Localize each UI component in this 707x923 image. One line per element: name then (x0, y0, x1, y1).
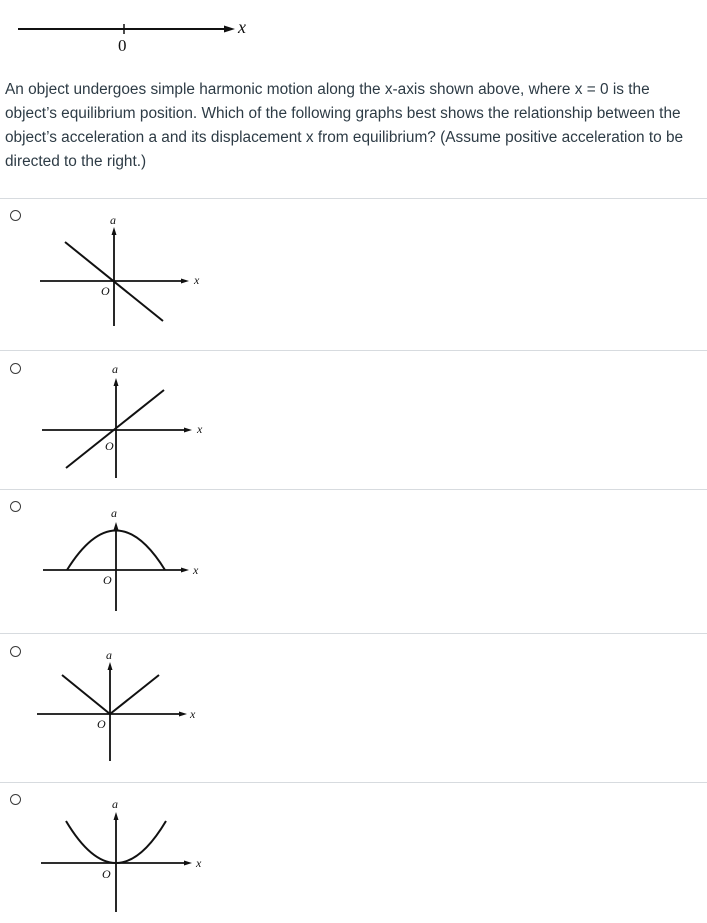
origin-label: O (105, 439, 114, 453)
radio-button-c[interactable] (10, 501, 21, 512)
answer-choice-d[interactable] (0, 634, 707, 782)
graph-choice-a (30, 204, 210, 334)
x-axis-arrowhead (181, 568, 189, 573)
graph-choice-b (30, 356, 210, 486)
radio-button-b[interactable] (10, 363, 21, 374)
a-axis-arrowhead (108, 662, 113, 670)
answer-choice-b[interactable] (0, 351, 707, 489)
x-axis-label: x (190, 707, 196, 721)
origin-label: 0 (118, 36, 127, 55)
radio-button-a[interactable] (10, 210, 21, 221)
origin-label: O (103, 573, 112, 587)
x-axis-arrowhead (181, 279, 189, 284)
a-axis-label: a (106, 648, 112, 662)
answer-choice-a[interactable] (0, 199, 707, 350)
number-line-figure (0, 0, 707, 70)
answer-choice-c[interactable] (0, 490, 707, 633)
a-axis-label: a (112, 797, 118, 811)
radio-button-d[interactable] (10, 646, 21, 657)
a-axis-label: a (110, 213, 116, 227)
curve-positive-linear (66, 390, 164, 468)
x-axis-arrowhead (184, 428, 192, 433)
x-axis-arrowhead (184, 861, 192, 866)
question-text: An object undergoes simple harmonic motion along the x-axis shown above, where x = 0 is the object’s equilibrium position. Which of the following graphs best shows the relationship between the object’s acceleration a and its displacement x from equilibrium? (Assume positive acceleration to be directed to the right.) (5, 81, 684, 170)
x-axis-label: x (194, 273, 200, 287)
x-axis-label: x (193, 563, 199, 577)
answer-choice-e[interactable] (0, 783, 707, 923)
a-axis-arrowhead (114, 812, 119, 820)
a-axis-arrowhead (114, 378, 119, 386)
graph-choice-e (30, 788, 210, 918)
number-line-arrowhead (224, 26, 235, 33)
x-axis-label: x (197, 422, 203, 436)
origin-label: O (102, 867, 111, 881)
graph-choice-c (30, 495, 210, 625)
graph-choice-d (30, 639, 210, 769)
x-axis-label: x (238, 17, 246, 37)
origin-label: O (97, 717, 106, 731)
x-axis-arrowhead (179, 712, 187, 717)
origin-label: O (101, 284, 110, 298)
x-axis-label: x (196, 856, 202, 870)
a-axis-label: a (112, 362, 118, 376)
radio-button-e[interactable] (10, 794, 21, 805)
a-axis-arrowhead (114, 522, 119, 530)
a-axis-label: a (111, 506, 117, 520)
a-axis-arrowhead (112, 227, 117, 235)
